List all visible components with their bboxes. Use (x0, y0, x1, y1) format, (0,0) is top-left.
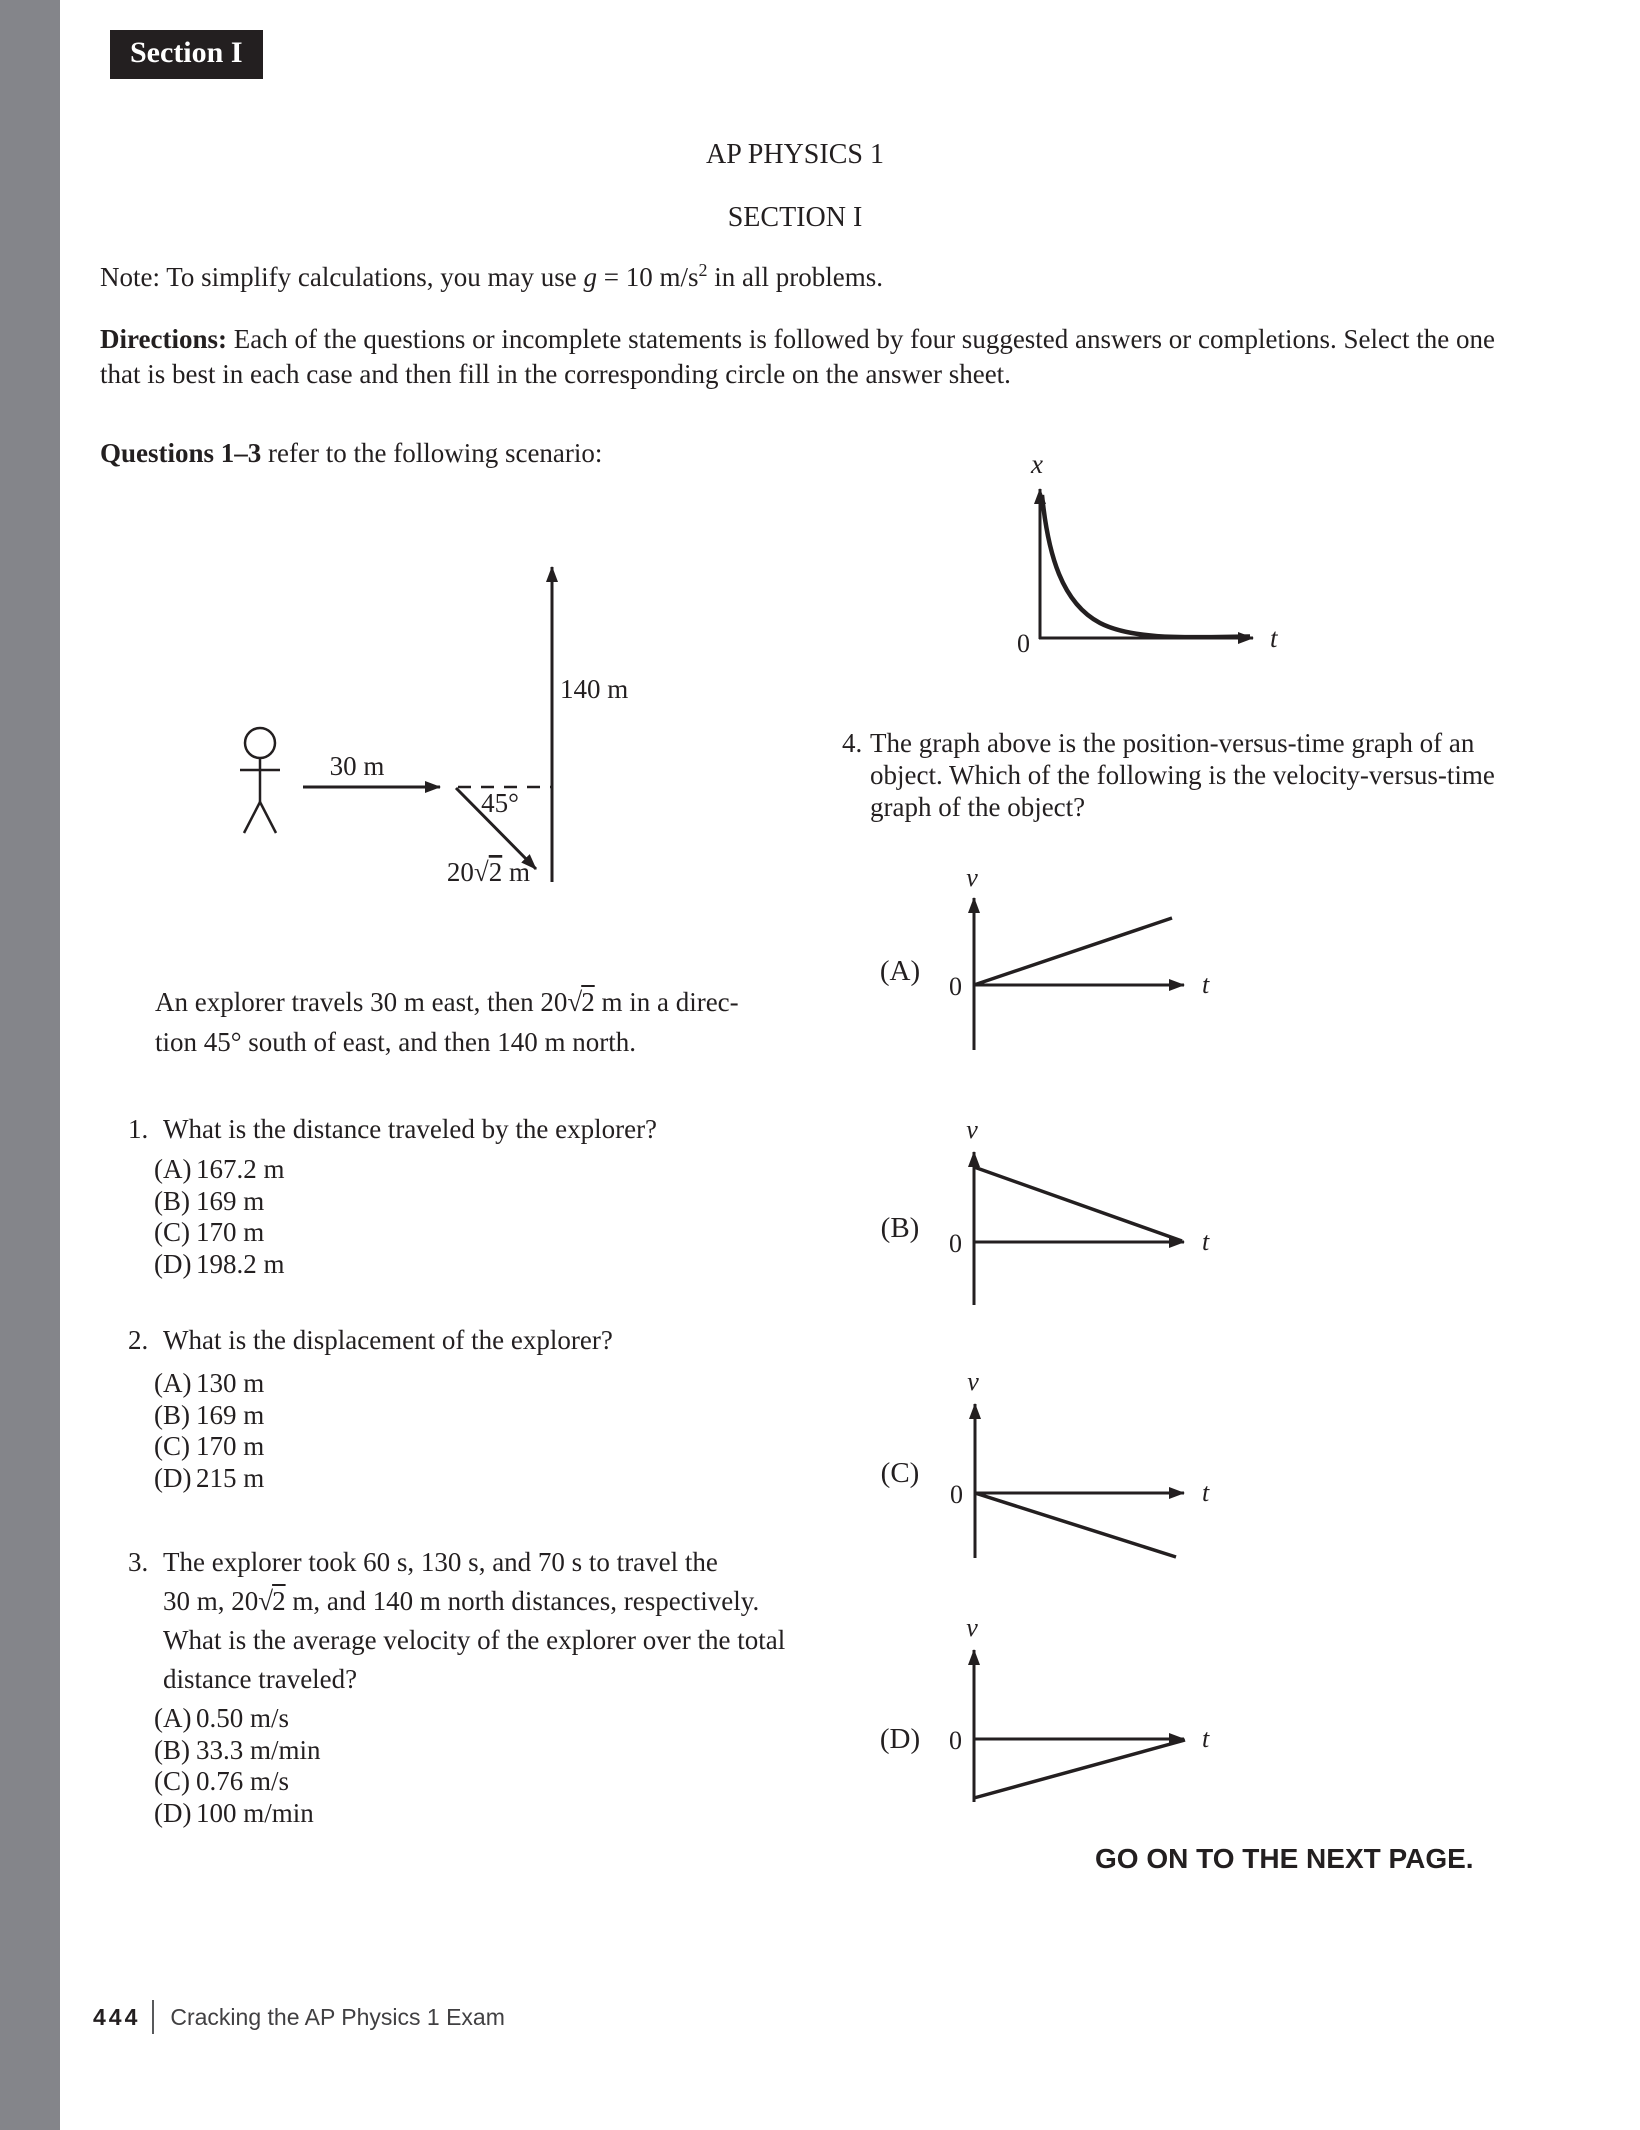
section-tab: Section I (110, 30, 263, 79)
radicand: 2 (272, 1586, 286, 1616)
scenario-l1-pre: An explorer travels 30 m east, then 20 (155, 987, 568, 1017)
velocity-line (974, 918, 1172, 985)
choice-label: (A) (154, 1703, 192, 1733)
choice-row (154, 1249, 657, 1281)
velocity-line (975, 1493, 1176, 1557)
radical-sign: √ (567, 987, 582, 1017)
origin-label: 0 (949, 1726, 962, 1755)
directions-label: Directions: (100, 324, 227, 354)
choices (154, 1154, 657, 1280)
question-stem-line-1: The explorer took 60 s, 130 s, and 70 s to travel the (163, 1547, 718, 1577)
axis-label-v: v (966, 1613, 978, 1642)
label-20sqrt2m (447, 857, 530, 887)
axis-label-v: v (966, 1115, 978, 1144)
choice-text: 0.76 m/s (196, 1766, 290, 1796)
radical-sign: √ (473, 857, 489, 887)
question-stem-line-2: object. Which of the following is the velocity-versus-time (870, 760, 1495, 790)
choice-row (154, 1154, 657, 1186)
answer-graph-a (860, 858, 1240, 1058)
question-stem: What is the displacement of the explorer? (163, 1325, 613, 1355)
vector-diagram (200, 485, 640, 905)
page-edge-band (0, 0, 60, 2130)
choice-label: (C) (154, 1766, 190, 1796)
choice-label: (B) (154, 1399, 190, 1430)
velocity-line (974, 1167, 1182, 1241)
radicand: 2 (488, 857, 503, 887)
choice-row (154, 1186, 657, 1218)
choice-text: 130 m (196, 1368, 265, 1398)
book-title: Cracking the AP Physics 1 Exam (170, 2003, 505, 2030)
choice-label: (D) (154, 1248, 192, 1279)
choice-label: (B) (154, 1185, 190, 1216)
scenario-text (155, 982, 775, 1062)
choice-row (154, 1217, 657, 1249)
question-1 (128, 1113, 657, 1280)
option-label: (A) (879, 955, 921, 987)
scenario-l1-post: m in a direc- (594, 987, 739, 1017)
axis-label-t: t (1202, 970, 1210, 999)
question-stem-line-3: graph of the object? (870, 792, 1086, 822)
origin-label: 0 (949, 972, 962, 1001)
velocity-line (974, 1740, 1185, 1798)
choice-label: (D) (154, 1797, 192, 1828)
choice-label: (D) (154, 1462, 192, 1493)
choice-text: 170 m (196, 1431, 265, 1461)
choice-text: 215 m (196, 1462, 265, 1493)
scenario-header-rest: refer to the following scenario: (261, 438, 603, 468)
axis-label-t: t (1270, 623, 1278, 653)
choice-label: (A) (154, 1368, 192, 1398)
scenario-line-1 (155, 982, 775, 1022)
question-stem-line-4: distance traveled? (163, 1664, 358, 1694)
page-subtitle: SECTION I (727, 202, 863, 233)
page-footer (93, 2000, 505, 2034)
question-number: 4. (842, 728, 863, 758)
position-time-graph (950, 445, 1290, 665)
radicand: 2 (581, 987, 595, 1017)
question-stem: What is the distance traveled by the explorer? (163, 1114, 658, 1144)
question-stem (870, 727, 1495, 823)
choice-text: 169 m (196, 1185, 265, 1216)
choice-text: 100 m/min (196, 1797, 314, 1828)
choice-text: 198.2 m (196, 1248, 285, 1279)
axis-label-x: x (1031, 449, 1043, 479)
choice-text: 0.50 m/s (196, 1703, 290, 1733)
origin-label: 0 (1017, 629, 1030, 658)
axis-label-t: t (1202, 1724, 1210, 1753)
note-text (100, 260, 883, 293)
choice-row (154, 1463, 613, 1495)
label-140m: 140 m (560, 674, 629, 704)
choice-text: 33.3 m/min (196, 1734, 321, 1765)
choice-row (154, 1703, 785, 1735)
question-4 (842, 727, 1502, 823)
origin-label: 0 (949, 1229, 962, 1258)
choice-row (154, 1368, 613, 1400)
page-title: AP PHYSICS 1 (706, 139, 884, 170)
label-20-pre: 20 (446, 857, 474, 887)
choice-label: (A) (154, 1154, 192, 1184)
choice-text: 169 m (196, 1399, 265, 1430)
option-label: (D) (879, 1723, 921, 1755)
decay-curve (1042, 495, 1250, 637)
choice-text: 170 m (196, 1217, 265, 1247)
answer-graph-c (860, 1355, 1240, 1570)
question-number: 2. (128, 1325, 149, 1355)
choice-row (154, 1431, 613, 1463)
choice-label: (B) (154, 1734, 190, 1765)
label-30m: 30 m (329, 751, 385, 781)
question-stem-line-2 (163, 1582, 785, 1621)
question-stem (163, 1582, 785, 1699)
answer-graph-b (860, 1110, 1240, 1310)
scenario-line-2: tion 45° south of east, and then 140 m north. (155, 1027, 636, 1057)
footer-divider (152, 2000, 154, 2034)
choice-row (154, 1766, 785, 1798)
axis-label-v: v (966, 863, 978, 892)
label-20-post: m (502, 857, 530, 887)
origin-label: 0 (950, 1480, 963, 1509)
axis-label-v: v (967, 1367, 979, 1396)
choice-row (154, 1735, 785, 1767)
question-number: 3. (128, 1547, 149, 1577)
option-label: (C) (880, 1457, 920, 1489)
q3-l2-pre: 30 m, 20 (163, 1586, 259, 1616)
radical-sign: √ (258, 1586, 273, 1616)
choice-label: (C) (154, 1217, 190, 1247)
choices (154, 1368, 613, 1494)
question-stem-line-1: The graph above is the position-versus-time graph of an (870, 728, 1475, 758)
note-pre: Note: To simplify calculations, you may use (100, 262, 584, 292)
note-superscript: 2 (698, 260, 708, 280)
choices (154, 1703, 785, 1829)
scenario-header-bold: Questions 1–3 (100, 438, 262, 468)
directions-text: Each of the questions or incomplete statements is followed by four suggested answers or completions. Select the one that is best in each case and then fill in the corresponding circle on the answer sheet. (100, 324, 1495, 389)
note-post: in all problems. (707, 262, 884, 292)
choice-row (154, 1798, 785, 1830)
answer-graph-d (860, 1605, 1240, 1817)
question-stem-line-3: What is the average velocity of the explorer over the total (163, 1625, 786, 1655)
choice-row (154, 1400, 613, 1432)
label-45deg: 45° (481, 788, 519, 818)
q3-l2-post: m, and 140 m north distances, respectively. (285, 1586, 760, 1616)
question-2 (128, 1324, 613, 1494)
stick-figure-icon (240, 728, 280, 833)
page-number: 444 (93, 2003, 141, 2030)
note-variable-g: g (583, 262, 598, 292)
option-label: (B) (880, 1212, 920, 1244)
axis-label-t: t (1202, 1227, 1210, 1256)
choice-text: 167.2 m (196, 1154, 285, 1184)
axis-label-t: t (1202, 1478, 1210, 1507)
scenario-header (100, 438, 602, 469)
question-3 (128, 1543, 785, 1829)
directions (100, 322, 1500, 392)
choice-label: (C) (154, 1431, 190, 1461)
note-mid: = 10 m/s (597, 262, 699, 292)
question-number: 1. (128, 1114, 149, 1144)
go-on-instruction: GO ON TO THE NEXT PAGE. (1095, 1843, 1474, 1874)
